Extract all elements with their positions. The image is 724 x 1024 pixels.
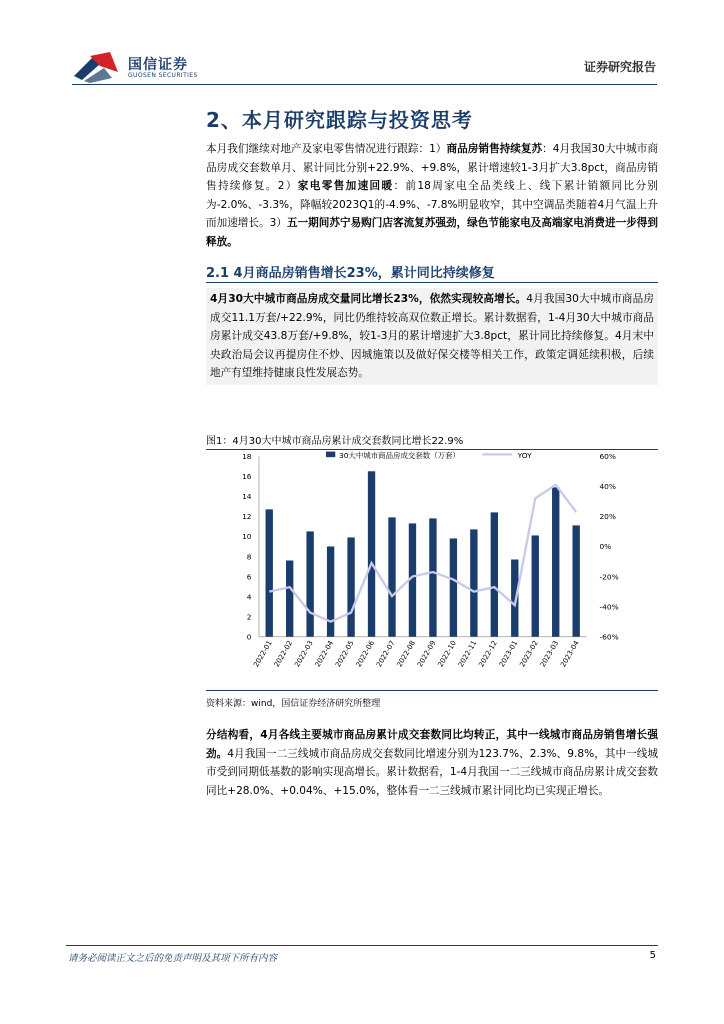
x-tick-label: 2022-01 [252, 639, 274, 669]
right-axis-tick-label: -40% [599, 602, 619, 612]
housing-sales-paragraph [206, 288, 658, 385]
left-axis-tick-label: 16 [242, 472, 252, 482]
left-axis-tick-label: 8 [246, 552, 252, 562]
subsection-divider [206, 282, 658, 283]
x-tick-label: 2022-06 [354, 639, 377, 669]
figure-source: 资料来源：wind，国信证券经济研究所整理 [206, 699, 381, 709]
bar-2022-03 [306, 531, 313, 636]
bar-2022-07 [388, 517, 395, 636]
bar-2022-11 [470, 529, 477, 636]
city-tier-paragraph [206, 726, 658, 800]
bar-2023-03 [552, 487, 559, 636]
right-axis-tick-label: -60% [599, 632, 619, 642]
x-tick-label: 2022-07 [375, 639, 397, 669]
right-axis-tick-label: 20% [599, 512, 616, 522]
intro-highlight-2: 家电零售加速回暖 [297, 180, 394, 192]
header-divider [72, 84, 657, 85]
section-title: 2、本月研究跟踪与投资思考 [206, 108, 473, 132]
left-axis-tick-label: 6 [246, 572, 252, 582]
x-tick-label: 2022-11 [456, 639, 479, 669]
bar-2022-01 [266, 509, 273, 636]
bar-2023-04 [573, 525, 580, 636]
right-axis-tick-label: -20% [599, 572, 619, 582]
left-axis-tick-label: 2 [246, 612, 252, 622]
intro-highlight-3: 五一期间苏宁易购门店客流复苏强劲，绿色节能家电及高端家电消费进一步得到释放。 [206, 217, 658, 248]
intro-text-2: ：4月我国30大中城市商品房成交套数单月、累计同比分别+22.9%、+9.8%，累计增速较1-3月扩大3.8pct，商品房销售持续修复。2） [206, 143, 658, 192]
legend-bar-swatch [326, 452, 335, 458]
bar-2022-06 [368, 471, 375, 636]
company-logo-name: 国信证券 [128, 57, 188, 73]
x-tick-label: 2022-04 [313, 639, 336, 669]
housing-sales-text: 4月我国30大中城市商品房成交11.1万套/+22.9%，同比仍维持较高双位数正增长。累计数据看，1-4月30大中城市商品房累计成交43.8万套/+9.8%，较1-3月的累计增速扩大3.8pct，累计同比持续修复。4月末中央政治局会议再提房住不炒、因城施策以及做好保交楼等相关工作，政策定调延续积极，后续地产有望维持健康良性发展态势。 [210, 293, 654, 379]
company-logo-english: GUOSEN SECURITIES [128, 72, 198, 79]
bar-2023-02 [532, 535, 539, 636]
bar-2022-09 [429, 518, 436, 636]
company-logo-icon [70, 50, 124, 84]
figure-caption: 图1：4月30大中城市商品房累计成交套数同比增长22.9% [206, 436, 464, 447]
x-tick-label: 2022-05 [334, 639, 356, 669]
x-tick-label: 2023-02 [518, 639, 540, 669]
bar-2023-01 [511, 559, 518, 636]
intro-text-3: ：前18周家电全品类线上、线下累计销额同比分别为-2.0%、-3.3%，降幅较2023Q1的-4.9%、-7.8%明显收窄，其中空调品类随着4月气温上升而加速增长。3） [206, 180, 659, 229]
yoy-line [269, 485, 576, 622]
page-number: 5 [649, 950, 656, 961]
bar-2022-04 [327, 546, 334, 636]
left-axis-tick-label: 4 [246, 592, 252, 602]
city-tier-highlight: 分结构看，4月各线主要城市商品房累计成交套数同比均转正，其中一线城市商品房销售增长强劲。 [206, 729, 658, 760]
x-tick-label: 2022-09 [415, 639, 438, 669]
intro-text-1: 本月我们继续对地产及家电零售情况进行跟踪：1） [206, 143, 447, 155]
bar-2022-12 [491, 512, 498, 636]
intro-highlight-1: 商品房销售持续复苏 [446, 143, 543, 155]
right-axis-tick-label: 40% [599, 482, 616, 492]
x-tick-label: 2023-01 [497, 639, 520, 669]
city-tier-text: 4月我国一二三线城市商品房成交套数同比增速分别为123.7%、2.3%、9.8%，其中一线城市受到同期低基数的影响实现高增长。累计数据看，1-4月我国一二三线城市商品房累计成交套数同比+28.0%、+0.04%、+15.0%，整体看一二三线城市累计同比均已实现正增长。 [206, 747, 659, 797]
sales-chart [206, 446, 658, 686]
bar-2022-02 [286, 561, 293, 637]
x-tick-label: 2022-02 [272, 639, 295, 669]
subsection-title: 2.1 4月商品房销售增长23%，累计同比持续修复 [206, 266, 495, 281]
report-type-label: 证券研究报告 [583, 60, 656, 74]
footer-disclaimer: 请务必阅读正文之后的免责声明及其项下所有内容 [68, 953, 278, 964]
right-axis-tick-label: 60% [599, 452, 616, 462]
figure-bottom-rule [206, 690, 658, 691]
right-axis-tick-label: 0% [599, 542, 612, 552]
legend-line-label: YOY [517, 451, 532, 461]
x-tick-label: 2022-10 [436, 639, 458, 669]
intro-paragraph [206, 140, 658, 251]
housing-sales-highlight: 4月30大中城市商品房成交量同比增长23%，依然实现较高增长。 [210, 293, 527, 305]
footer-divider [66, 945, 658, 946]
bar-2022-05 [347, 537, 354, 636]
left-axis-tick-label: 18 [242, 452, 252, 462]
x-tick-label: 2022-03 [293, 639, 315, 669]
x-tick-label: 2023-03 [538, 639, 561, 669]
legend-bar-label: 30大中城市商品房成交套数（万套） [338, 451, 461, 461]
bar-2022-10 [450, 538, 457, 636]
x-tick-label: 2022-12 [477, 639, 499, 669]
x-tick-label: 2023-04 [559, 639, 581, 669]
x-tick-label: 2022-08 [395, 639, 417, 669]
left-axis-tick-label: 0 [246, 632, 252, 642]
left-axis-tick-label: 12 [242, 512, 252, 522]
left-axis-tick-label: 10 [242, 532, 252, 542]
left-axis-tick-label: 14 [242, 492, 252, 502]
